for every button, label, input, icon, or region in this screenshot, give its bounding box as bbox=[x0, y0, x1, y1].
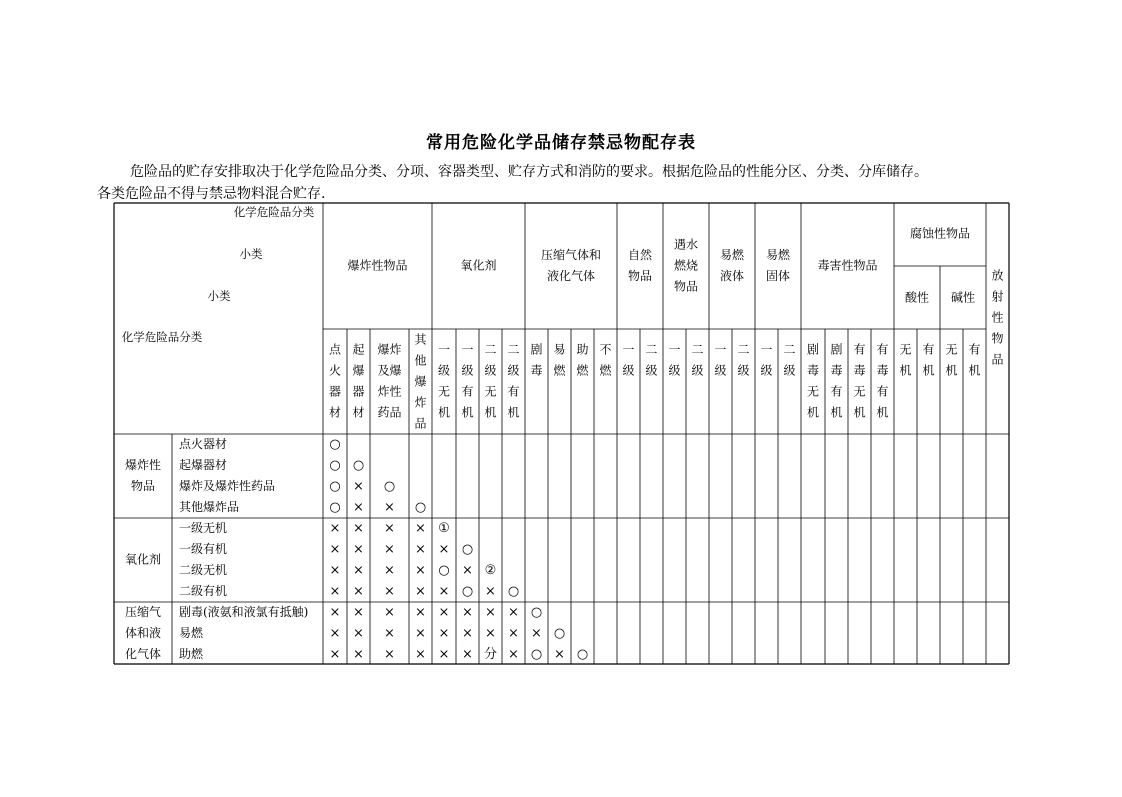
compat-mark: × bbox=[329, 563, 341, 578]
header-subcolumn-label: 有 bbox=[876, 384, 889, 399]
compat-mark: × bbox=[462, 563, 473, 578]
header-subcolumn-label: 毒 bbox=[830, 363, 843, 378]
header-subcolumn-label: 机 bbox=[830, 405, 843, 420]
compat-mark: × bbox=[353, 584, 364, 599]
header-group-flammable-solid: 易燃 bbox=[765, 248, 791, 262]
compat-mark: × bbox=[554, 647, 565, 662]
page-title: 常用危险化学品储存禁忌物配存表 bbox=[426, 133, 696, 153]
header-subcolumn-label: 有 bbox=[507, 384, 520, 399]
header-subcolumn-label: 毒 bbox=[876, 363, 889, 378]
corner-label-top: 化学危险品分类 bbox=[233, 205, 315, 219]
header-group-oxidizer: 氧化剂 bbox=[460, 258, 497, 273]
header-subcolumn-label: 机 bbox=[968, 363, 981, 378]
header-subcolumn-label: 机 bbox=[853, 405, 866, 420]
compat-mark: ○ bbox=[414, 500, 427, 515]
header-subcolumn-label: 其 bbox=[414, 332, 427, 347]
header-subcolumn-label: 材 bbox=[352, 405, 365, 420]
header-subcolumn-label: 毒 bbox=[853, 363, 866, 378]
header-subcolumn-label: 点 bbox=[328, 342, 342, 357]
row-group-label: 压缩气 bbox=[124, 605, 162, 619]
compat-mark: × bbox=[438, 584, 450, 599]
header-subcolumn-label: 二 bbox=[783, 342, 796, 357]
header-subcolumn-label: 机 bbox=[945, 363, 958, 378]
header-subcolumn-label: 毒 bbox=[530, 363, 543, 378]
compat-mark: × bbox=[353, 521, 364, 536]
row-group-label: 物品 bbox=[130, 479, 156, 493]
compat-mark: × bbox=[438, 542, 450, 557]
header-subcolumn-label: 级 bbox=[668, 363, 681, 378]
compat-mark: × bbox=[508, 605, 519, 620]
header-group-water-reactive: 物品 bbox=[673, 279, 699, 294]
compat-mark: × bbox=[353, 647, 364, 662]
header-group-toxic: 毒害性物品 bbox=[817, 258, 878, 273]
compat-mark: × bbox=[384, 500, 395, 515]
header-subgroup-alkaline: 碱性 bbox=[950, 290, 976, 305]
header-subcolumn-label: 剧 bbox=[530, 342, 543, 357]
header-subcolumn-label: 助 bbox=[576, 342, 589, 357]
compat-mark: × bbox=[384, 626, 395, 641]
compat-mark: × bbox=[415, 647, 426, 662]
header-subcolumn-label: 一 bbox=[760, 342, 773, 357]
compat-mark: × bbox=[485, 626, 496, 641]
corner-label-subclass-2: 小类 bbox=[207, 289, 231, 303]
compat-mark: × bbox=[353, 542, 364, 557]
row-label: 剧毒(液氨和液氯有抵触) bbox=[179, 605, 309, 619]
compat-mark: ① bbox=[438, 521, 450, 536]
header-subcolumn-label: 二 bbox=[737, 342, 750, 357]
header-subcolumn-label: 材 bbox=[328, 405, 342, 420]
compat-mark: × bbox=[462, 626, 473, 641]
header-group-radioactive: 物 bbox=[991, 331, 1004, 346]
header-subcolumn-label: 级 bbox=[461, 363, 474, 378]
header-subcolumn-label: 级 bbox=[737, 363, 750, 378]
header-subcolumn-label: 一 bbox=[714, 342, 727, 357]
compat-mark: × bbox=[415, 605, 426, 620]
row-label: 点火器材 bbox=[179, 437, 228, 451]
compat-mark: × bbox=[353, 563, 364, 578]
compat-mark: × bbox=[384, 542, 395, 557]
header-group-flammable-solid: 固体 bbox=[765, 269, 791, 283]
header-subgroup-acidic: 酸性 bbox=[904, 290, 930, 305]
compat-mark: × bbox=[353, 479, 364, 494]
corner-label-subclass-1: 小类 bbox=[239, 247, 263, 261]
header-subcolumn-label: 级 bbox=[691, 363, 704, 378]
header-subcolumn-label: 无 bbox=[437, 384, 451, 399]
header-group-compressed-gas: 压缩气体和 bbox=[540, 248, 602, 262]
compat-mark: × bbox=[384, 521, 395, 536]
row-label: 一级无机 bbox=[179, 521, 228, 535]
row-label: 爆炸及爆炸性药品 bbox=[179, 479, 276, 493]
header-group-radioactive: 放 bbox=[991, 268, 1004, 283]
header-subcolumn-label: 二 bbox=[645, 342, 658, 357]
compat-mark: × bbox=[415, 542, 426, 557]
header-subcolumn-label: 燃 bbox=[576, 363, 589, 378]
compat-mark: × bbox=[485, 605, 496, 620]
compat-mark: × bbox=[508, 647, 519, 662]
compat-mark: × bbox=[438, 647, 450, 662]
header-subcolumn-label: 级 bbox=[507, 363, 520, 378]
header-subcolumn-label: 易 bbox=[553, 342, 566, 357]
header-subcolumn-label: 器 bbox=[352, 384, 365, 399]
header-subcolumn-label: 一 bbox=[461, 342, 474, 357]
header-subcolumn-label: 有 bbox=[922, 342, 935, 357]
header-subcolumn-label: 无 bbox=[484, 384, 497, 399]
header-subcolumn-label: 机 bbox=[806, 405, 820, 420]
header-subcolumn-label: 二 bbox=[691, 342, 704, 357]
header-group-spontaneous: 自然 bbox=[627, 248, 653, 262]
header-subcolumn-label: 有 bbox=[853, 342, 866, 357]
header-subcolumn-label: 一 bbox=[668, 342, 681, 357]
header-subcolumn-label: 无 bbox=[806, 384, 820, 399]
header-subcolumn-label: 级 bbox=[622, 363, 635, 378]
compat-mark: × bbox=[329, 647, 341, 662]
header-subcolumn-label: 级 bbox=[760, 363, 773, 378]
compat-mark: × bbox=[415, 521, 426, 536]
compat-mark: × bbox=[329, 521, 341, 536]
header-subcolumn-label: 机 bbox=[484, 405, 497, 420]
compat-mark: ○ bbox=[553, 626, 566, 641]
header-subcolumn-label: 炸 bbox=[414, 395, 427, 410]
compat-mark: ○ bbox=[329, 479, 341, 494]
compat-mark: × bbox=[353, 626, 364, 641]
compat-mark: ○ bbox=[438, 563, 450, 578]
compat-mark: × bbox=[329, 626, 341, 641]
compat-mark: ○ bbox=[352, 458, 365, 473]
header-subcolumn-label: 有 bbox=[876, 342, 889, 357]
header-subcolumn-label: 不 bbox=[599, 342, 612, 357]
row-group-label: 化气体 bbox=[124, 647, 162, 661]
header-group-corrosive: 腐蚀性物品 bbox=[909, 226, 971, 241]
intro-paragraph-line-2: 各类危险品不得与禁忌物料混合贮存. bbox=[97, 186, 326, 202]
header-subcolumn-label: 无 bbox=[899, 342, 912, 357]
header-subcolumn-label: 机 bbox=[899, 363, 912, 378]
header-subcolumn-label: 一 bbox=[622, 342, 635, 357]
compat-mark: × bbox=[531, 626, 542, 641]
header-subcolumn-label: 爆 bbox=[414, 374, 427, 389]
header-subcolumn-label: 级 bbox=[714, 363, 727, 378]
compat-mark: ○ bbox=[530, 605, 543, 620]
compat-mark: × bbox=[415, 584, 426, 599]
compat-mark: × bbox=[438, 605, 450, 620]
header-group-radioactive: 性 bbox=[991, 310, 1004, 325]
row-group-label: 爆炸性 bbox=[124, 458, 162, 472]
header-subcolumn-label: 毒 bbox=[806, 363, 820, 378]
header-subcolumn-label: 燃 bbox=[599, 363, 612, 378]
row-label: 起爆器材 bbox=[179, 458, 228, 472]
compat-mark: ○ bbox=[329, 458, 341, 473]
header-subcolumn-label: 有 bbox=[830, 384, 843, 399]
header-subcolumn-label: 二 bbox=[484, 342, 497, 357]
header-subcolumn-label: 燃 bbox=[553, 363, 566, 378]
compat-mark: × bbox=[485, 584, 496, 599]
header-subcolumn-label: 剧 bbox=[806, 342, 820, 357]
header-group-flammable-liquid: 液体 bbox=[719, 269, 745, 283]
header-group-water-reactive: 燃烧 bbox=[673, 258, 699, 273]
compat-mark: × bbox=[329, 542, 341, 557]
compat-mark: ② bbox=[484, 563, 497, 578]
header-group-radioactive: 射 bbox=[991, 289, 1004, 304]
header-subcolumn-label: 炸性 bbox=[377, 384, 402, 399]
row-label: 易燃 bbox=[179, 626, 204, 640]
compat-mark: ○ bbox=[530, 647, 543, 662]
header-subcolumn-label: 机 bbox=[507, 405, 520, 420]
compat-mark: ○ bbox=[507, 584, 520, 599]
header-subcolumn-label: 一 bbox=[437, 342, 451, 357]
row-label: 二级无机 bbox=[179, 563, 228, 577]
header-subcolumn-label: 器 bbox=[328, 384, 342, 399]
header-subcolumn-label: 他 bbox=[414, 353, 427, 368]
header-group-spontaneous: 物品 bbox=[627, 269, 653, 283]
compat-mark: × bbox=[415, 563, 426, 578]
row-group-label: 体和液 bbox=[124, 626, 162, 640]
compat-mark: ○ bbox=[329, 437, 341, 452]
header-subcolumn-label: 品 bbox=[414, 416, 427, 431]
header-subcolumn-label: 机 bbox=[876, 405, 889, 420]
header-subcolumn-label: 机 bbox=[437, 405, 451, 420]
header-subcolumn-label: 剧 bbox=[830, 342, 843, 357]
intro-paragraph-line-1: 危险品的贮存安排取决于化学危险品分类、分项、容器类型、贮存方式和消防的要求。根据危险品的性能分区、分类、分库储存。 bbox=[130, 164, 928, 180]
compat-mark: × bbox=[384, 647, 395, 662]
compat-mark: × bbox=[438, 626, 450, 641]
header-subcolumn-label: 药品 bbox=[377, 405, 402, 420]
header-subcolumn-label: 级 bbox=[437, 363, 451, 378]
compat-mark: × bbox=[353, 500, 364, 515]
header-subcolumn-label: 有 bbox=[461, 384, 474, 399]
header-subcolumn-label: 爆炸 bbox=[377, 342, 402, 357]
row-group-label: 氧化剂 bbox=[124, 552, 162, 567]
header-group-water-reactive: 遇水 bbox=[673, 237, 699, 252]
header-subcolumn-label: 起 bbox=[352, 342, 365, 357]
row-label: 一级有机 bbox=[179, 542, 228, 556]
header-subcolumn-label: 级 bbox=[645, 363, 658, 378]
compat-mark: × bbox=[462, 605, 473, 620]
row-label: 二级有机 bbox=[179, 584, 228, 598]
compat-mark: × bbox=[353, 605, 364, 620]
corner-label-bottom: 化学危险品分类 bbox=[121, 330, 203, 344]
header-group-flammable-liquid: 易燃 bbox=[719, 248, 745, 262]
header-subcolumn-label: 及爆 bbox=[377, 363, 402, 378]
header-subcolumn-label: 无 bbox=[945, 342, 958, 357]
header-subcolumn-label: 有 bbox=[968, 342, 981, 357]
compat-mark: × bbox=[384, 605, 395, 620]
header-subcolumn-label: 级 bbox=[484, 363, 497, 378]
header-subcolumn-label: 级 bbox=[783, 363, 796, 378]
row-label: 助燃 bbox=[179, 647, 204, 661]
header-subcolumn-label: 机 bbox=[461, 405, 474, 420]
compat-mark: ○ bbox=[383, 479, 396, 494]
header-group-compressed-gas: 液化气体 bbox=[546, 269, 596, 283]
compat-mark: × bbox=[329, 584, 341, 599]
compat-mark: 分 bbox=[483, 647, 498, 662]
compat-mark: ○ bbox=[461, 584, 474, 599]
header-subcolumn-label: 爆 bbox=[352, 363, 365, 378]
compat-mark: × bbox=[415, 626, 426, 641]
header-subcolumn-label: 机 bbox=[922, 363, 935, 378]
compat-mark: × bbox=[384, 563, 395, 578]
compat-mark: × bbox=[462, 647, 473, 662]
row-label: 其他爆炸品 bbox=[179, 500, 240, 514]
compat-mark: × bbox=[384, 584, 395, 599]
header-group-radioactive: 品 bbox=[991, 352, 1004, 367]
header-subcolumn-label: 火 bbox=[328, 363, 342, 378]
compat-mark: ○ bbox=[461, 542, 474, 557]
header-subcolumn-label: 无 bbox=[853, 384, 866, 399]
compat-mark: ○ bbox=[329, 500, 341, 515]
compat-mark: × bbox=[508, 626, 519, 641]
header-subcolumn-label: 二 bbox=[507, 342, 520, 357]
compat-mark: × bbox=[329, 605, 341, 620]
compat-mark: ○ bbox=[576, 647, 589, 662]
header-group-explosive: 爆炸性物品 bbox=[347, 258, 408, 273]
